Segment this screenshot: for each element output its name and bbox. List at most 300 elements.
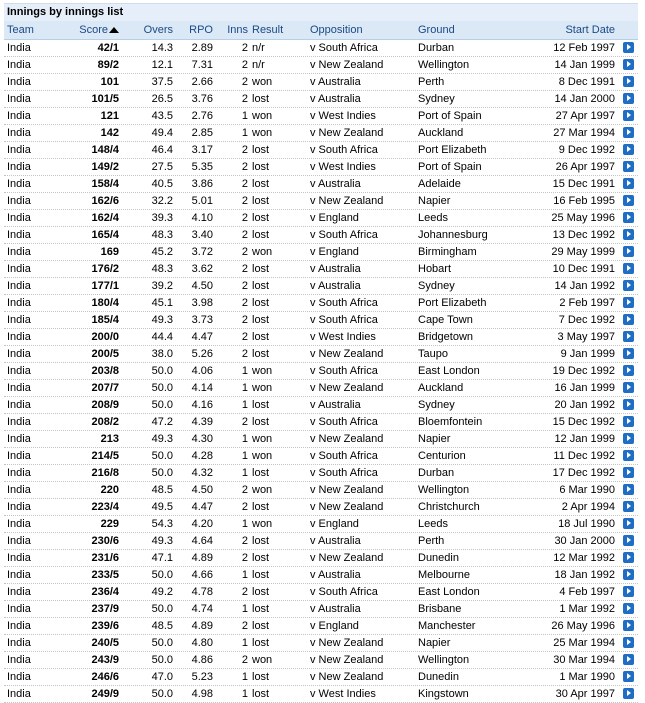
table-row <box>4 227 638 244</box>
row-team: India <box>7 161 31 173</box>
play-arrow-icon[interactable] <box>623 671 634 682</box>
row-team: India <box>7 671 31 683</box>
row-ground[interactable]: Wellington <box>418 654 470 666</box>
row-overs: 50.0 <box>151 467 173 479</box>
header-score-label[interactable]: Score <box>79 24 108 36</box>
row-score: 162/4 <box>91 212 119 224</box>
play-arrow-icon[interactable] <box>623 654 634 665</box>
row-rpo: 4.78 <box>191 586 213 598</box>
play-arrow-icon[interactable] <box>623 195 634 206</box>
row-rpo: 4.39 <box>191 416 213 428</box>
row-ground[interactable]: Auckland <box>418 382 464 394</box>
play-arrow-icon[interactable] <box>623 688 634 699</box>
row-overs: 39.3 <box>151 212 173 224</box>
row-action-cell <box>615 210 638 226</box>
table-row <box>4 210 638 227</box>
table-row <box>4 125 638 142</box>
row-opposition[interactable]: v New Zealand <box>310 484 384 496</box>
play-arrow-icon[interactable] <box>623 110 634 121</box>
row-overs: 47.2 <box>151 416 173 428</box>
row-overs: 27.5 <box>151 161 173 173</box>
row-action-cell <box>615 380 638 396</box>
row-score: 200/0 <box>91 331 119 343</box>
row-score: 231/6 <box>91 552 119 564</box>
row-result: lost <box>252 178 270 190</box>
table-row <box>4 601 638 618</box>
play-arrow-icon[interactable] <box>623 382 634 393</box>
play-arrow-icon[interactable] <box>623 246 634 257</box>
row-start-date: 27 Apr 1997 <box>555 110 615 122</box>
row-overs: 45.2 <box>151 246 173 258</box>
table-row <box>4 686 638 703</box>
row-score: 233/5 <box>91 569 119 581</box>
play-arrow-icon[interactable] <box>623 535 634 546</box>
row-opposition[interactable]: v Australia <box>310 280 361 292</box>
row-opposition[interactable]: v New Zealand <box>310 433 384 445</box>
play-arrow-icon[interactable] <box>623 212 634 223</box>
row-rpo: 4.64 <box>191 535 213 547</box>
row-action-cell <box>615 363 638 379</box>
row-opposition[interactable]: v New Zealand <box>310 195 384 207</box>
row-ground[interactable]: Perth <box>418 76 445 88</box>
row-opposition[interactable]: v England <box>310 620 359 632</box>
row-opposition[interactable]: v England <box>310 212 359 224</box>
play-arrow-icon[interactable] <box>623 331 634 342</box>
row-ground[interactable]: Hobart <box>418 263 452 275</box>
header-overs[interactable]: Overs <box>143 24 173 36</box>
play-arrow-icon[interactable] <box>623 178 634 189</box>
row-inns: 2 <box>241 314 248 326</box>
row-ground[interactable]: Bloemfontein <box>418 416 483 428</box>
row-opposition[interactable]: v New Zealand <box>310 552 384 564</box>
row-overs: 50.0 <box>151 637 173 649</box>
table-row <box>4 584 638 601</box>
play-arrow-icon[interactable] <box>623 501 634 512</box>
row-opposition[interactable]: v Australia <box>310 399 361 411</box>
play-arrow-icon[interactable] <box>623 552 634 563</box>
row-rpo: 4.80 <box>191 637 213 649</box>
play-arrow-icon[interactable] <box>623 161 634 172</box>
row-action-cell <box>615 431 638 447</box>
table-row <box>4 91 638 108</box>
row-score: 237/9 <box>91 603 119 615</box>
row-inns: 2 <box>241 42 248 54</box>
table-row <box>4 295 638 312</box>
row-start-date: 12 Jan 1999 <box>554 433 615 445</box>
row-action-cell <box>615 618 638 634</box>
row-opposition[interactable]: v New Zealand <box>310 501 384 513</box>
row-score: 121 <box>100 110 119 122</box>
play-arrow-icon[interactable] <box>623 467 634 478</box>
row-inns: 1 <box>241 399 248 411</box>
row-ground[interactable]: Manchester <box>418 620 476 632</box>
row-action-cell <box>615 567 638 583</box>
row-start-date: 16 Jan 1999 <box>554 382 615 394</box>
row-opposition[interactable]: v Australia <box>310 603 361 615</box>
table-row <box>4 312 638 329</box>
row-ground[interactable]: Port of Spain <box>418 110 482 122</box>
row-opposition[interactable]: v West Indies <box>310 110 376 122</box>
row-start-date: 1 Mar 1990 <box>559 671 615 683</box>
row-opposition[interactable]: v South Africa <box>310 314 378 326</box>
row-action-cell <box>615 193 638 209</box>
play-arrow-icon[interactable] <box>623 76 634 87</box>
row-rpo: 4.28 <box>191 450 213 462</box>
row-team: India <box>7 178 31 190</box>
row-start-date: 7 Dec 1992 <box>558 314 615 326</box>
row-ground[interactable]: Durban <box>418 467 455 479</box>
table-row <box>4 567 638 584</box>
row-opposition[interactable]: v Australia <box>310 76 361 88</box>
row-result: lost <box>252 229 270 241</box>
row-start-date: 11 Dec 1992 <box>553 450 615 462</box>
table-row <box>4 142 638 159</box>
row-opposition[interactable]: v South Africa <box>310 416 378 428</box>
row-rpo: 5.01 <box>191 195 213 207</box>
row-inns: 2 <box>241 586 248 598</box>
row-ground[interactable]: Port of Spain <box>418 161 482 173</box>
row-opposition[interactable]: v South Africa <box>310 297 378 309</box>
row-action-cell <box>615 448 638 464</box>
row-score: 214/5 <box>91 450 119 462</box>
header-rpo[interactable]: RPO <box>189 24 213 36</box>
play-arrow-icon[interactable] <box>623 518 634 529</box>
row-ground[interactable]: East London <box>418 365 480 377</box>
row-ground[interactable]: Johannesburg <box>418 229 488 241</box>
row-inns: 2 <box>241 93 248 105</box>
row-ground[interactable]: Dunedin <box>418 552 459 564</box>
row-rpo: 3.86 <box>191 178 213 190</box>
play-arrow-icon[interactable] <box>623 603 634 614</box>
play-arrow-icon[interactable] <box>623 93 634 104</box>
row-score: 180/4 <box>91 297 119 309</box>
row-rpo: 4.32 <box>191 467 213 479</box>
row-opposition[interactable]: v South Africa <box>310 42 378 54</box>
row-start-date: 14 Jan 1992 <box>554 280 615 292</box>
row-start-date: 4 Feb 1997 <box>559 586 615 598</box>
row-result: lost <box>252 586 270 598</box>
row-rpo: 2.66 <box>191 76 213 88</box>
row-team: India <box>7 212 31 224</box>
row-overs: 49.3 <box>151 433 173 445</box>
row-start-date: 25 May 1996 <box>551 212 615 224</box>
row-rpo: 3.72 <box>191 246 213 258</box>
sort-ascending-icon <box>109 27 119 33</box>
row-opposition[interactable]: v New Zealand <box>310 59 384 71</box>
row-rpo: 3.40 <box>191 229 213 241</box>
row-score: 176/2 <box>91 263 119 275</box>
play-arrow-icon[interactable] <box>623 263 634 274</box>
row-ground[interactable]: Perth <box>418 535 445 547</box>
row-ground[interactable]: Bridgetown <box>418 331 474 343</box>
row-opposition[interactable]: v South Africa <box>310 450 378 462</box>
row-result: lost <box>252 297 270 309</box>
row-ground[interactable]: Dunedin <box>418 671 459 683</box>
play-arrow-icon[interactable] <box>623 59 634 70</box>
row-opposition[interactable]: v West Indies <box>310 331 376 343</box>
row-ground[interactable]: Napier <box>418 637 451 649</box>
row-ground[interactable]: Wellington <box>418 484 470 496</box>
play-arrow-icon[interactable] <box>623 229 634 240</box>
innings-table <box>4 3 638 700</box>
row-inns: 2 <box>241 535 248 547</box>
row-team: India <box>7 93 31 105</box>
row-score: 89/2 <box>97 59 119 71</box>
row-ground[interactable]: Brisbane <box>418 603 462 615</box>
play-arrow-icon[interactable] <box>623 416 634 427</box>
row-team: India <box>7 195 31 207</box>
row-action-cell <box>615 125 638 141</box>
play-arrow-icon[interactable] <box>623 144 634 155</box>
row-action-cell <box>615 652 638 668</box>
row-start-date: 29 May 1999 <box>551 246 615 258</box>
row-start-date: 18 Jan 1992 <box>554 569 615 581</box>
table-row <box>4 652 638 669</box>
row-result: n/r <box>252 42 265 54</box>
row-ground[interactable]: Port Elizabeth <box>418 144 487 156</box>
row-start-date: 30 Apr 1997 <box>555 688 615 700</box>
row-action-cell <box>615 601 638 617</box>
row-result: won <box>252 518 273 530</box>
row-team: India <box>7 280 31 292</box>
row-rpo: 4.89 <box>191 552 213 564</box>
row-inns: 2 <box>241 59 248 71</box>
row-overs: 37.5 <box>151 76 173 88</box>
table-row <box>4 516 638 533</box>
row-action-cell <box>615 142 638 158</box>
row-overs: 49.4 <box>151 127 173 139</box>
row-start-date: 19 Dec 1992 <box>552 365 615 377</box>
row-start-date: 6 Mar 1990 <box>559 484 615 496</box>
row-result: lost <box>252 93 270 105</box>
row-rpo: 3.73 <box>191 314 213 326</box>
row-action-cell <box>615 635 638 651</box>
header-inns[interactable]: Inns <box>227 24 248 36</box>
row-ground[interactable]: Sydney <box>418 93 455 105</box>
row-opposition[interactable]: v West Indies <box>310 161 376 173</box>
table-row <box>4 669 638 686</box>
row-team: India <box>7 314 31 326</box>
row-opposition[interactable]: v South Africa <box>310 365 378 377</box>
row-ground[interactable]: Sydney <box>418 399 455 411</box>
row-score: 239/6 <box>91 620 119 632</box>
row-opposition[interactable]: v Australia <box>310 93 361 105</box>
row-opposition[interactable]: v South Africa <box>310 586 378 598</box>
row-ground[interactable]: Leeds <box>418 212 448 224</box>
row-ground[interactable]: Durban <box>418 42 455 54</box>
row-opposition[interactable]: v Australia <box>310 178 361 190</box>
row-opposition[interactable]: v South Africa <box>310 144 378 156</box>
row-inns: 2 <box>241 331 248 343</box>
play-arrow-icon[interactable] <box>623 365 634 376</box>
row-team: India <box>7 501 31 513</box>
row-team: India <box>7 382 31 394</box>
row-start-date: 30 Mar 1994 <box>553 654 615 666</box>
row-action-cell <box>615 159 638 175</box>
row-opposition[interactable]: v New Zealand <box>310 348 384 360</box>
row-opposition[interactable]: v Australia <box>310 263 361 275</box>
play-arrow-icon[interactable] <box>623 297 634 308</box>
play-arrow-icon[interactable] <box>623 484 634 495</box>
row-result: won <box>252 365 273 377</box>
row-ground[interactable]: Centurion <box>418 450 466 462</box>
row-inns: 1 <box>241 382 248 394</box>
row-score: 101 <box>100 76 119 88</box>
row-rpo: 4.20 <box>191 518 213 530</box>
row-score: 162/6 <box>91 195 119 207</box>
row-start-date: 27 Mar 1994 <box>553 127 615 139</box>
row-result: n/r <box>252 59 265 71</box>
row-overs: 54.3 <box>151 518 173 530</box>
row-result: lost <box>252 314 270 326</box>
table-row <box>4 278 638 295</box>
row-opposition[interactable]: v South Africa <box>310 467 378 479</box>
row-team: India <box>7 246 31 258</box>
row-ground[interactable]: Napier <box>418 433 451 445</box>
row-ground[interactable]: Cape Town <box>418 314 473 326</box>
row-result: lost <box>252 620 270 632</box>
header-score[interactable] <box>56 21 119 39</box>
row-inns: 2 <box>241 178 248 190</box>
row-team: India <box>7 484 31 496</box>
play-arrow-icon[interactable] <box>623 127 634 138</box>
row-rpo: 4.66 <box>191 569 213 581</box>
play-arrow-icon[interactable] <box>623 399 634 410</box>
row-inns: 1 <box>241 433 248 445</box>
row-result: lost <box>252 552 270 564</box>
row-opposition[interactable]: v New Zealand <box>310 127 384 139</box>
row-opposition[interactable]: v New Zealand <box>310 382 384 394</box>
play-arrow-icon[interactable] <box>623 637 634 648</box>
row-result: lost <box>252 569 270 581</box>
row-ground[interactable]: East London <box>418 586 480 598</box>
row-opposition[interactable]: v England <box>310 518 359 530</box>
row-result: lost <box>252 535 270 547</box>
table-row <box>4 618 638 635</box>
row-opposition[interactable]: v England <box>310 246 359 258</box>
row-overs: 45.1 <box>151 297 173 309</box>
row-ground[interactable]: Leeds <box>418 518 448 530</box>
row-ground[interactable]: Port Elizabeth <box>418 297 487 309</box>
row-result: won <box>252 110 273 122</box>
row-inns: 2 <box>241 552 248 564</box>
row-opposition[interactable]: v Australia <box>310 569 361 581</box>
table-row <box>4 40 638 57</box>
row-action-cell <box>615 176 638 192</box>
row-result: won <box>252 76 273 88</box>
row-opposition[interactable]: v New Zealand <box>310 671 384 683</box>
table-row <box>4 108 638 125</box>
play-arrow-icon[interactable] <box>623 450 634 461</box>
row-opposition[interactable]: v New Zealand <box>310 654 384 666</box>
play-arrow-icon[interactable] <box>623 569 634 580</box>
row-opposition[interactable]: v West Indies <box>310 688 376 700</box>
play-arrow-icon[interactable] <box>623 348 634 359</box>
row-rpo: 4.06 <box>191 365 213 377</box>
row-overs: 50.0 <box>151 399 173 411</box>
row-ground[interactable]: Birmingham <box>418 246 477 258</box>
table-row <box>4 550 638 567</box>
row-ground[interactable]: Melbourne <box>418 569 470 581</box>
row-ground[interactable]: Napier <box>418 195 451 207</box>
row-overs: 50.0 <box>151 450 173 462</box>
table-row <box>4 414 638 431</box>
row-opposition[interactable]: v South Africa <box>310 229 378 241</box>
play-arrow-icon[interactable] <box>623 42 634 53</box>
row-result: lost <box>252 501 270 513</box>
row-ground[interactable]: Adelaide <box>418 178 461 190</box>
row-start-date: 16 Feb 1995 <box>553 195 615 207</box>
header-opposition[interactable]: Opposition <box>310 24 363 36</box>
play-arrow-icon[interactable] <box>623 314 634 325</box>
row-overs: 48.3 <box>151 229 173 241</box>
row-result: lost <box>252 467 270 479</box>
row-team: India <box>7 569 31 581</box>
header-start-date[interactable]: Start Date <box>565 24 615 36</box>
row-opposition[interactable]: v New Zealand <box>310 637 384 649</box>
row-inns: 2 <box>241 501 248 513</box>
row-result: lost <box>252 161 270 173</box>
row-result: won <box>252 127 273 139</box>
play-arrow-icon[interactable] <box>623 280 634 291</box>
row-ground[interactable]: Taupo <box>418 348 448 360</box>
row-rpo: 4.50 <box>191 280 213 292</box>
table-header-row <box>4 21 638 40</box>
row-action-cell <box>615 499 638 515</box>
play-arrow-icon[interactable] <box>623 620 634 631</box>
play-arrow-icon[interactable] <box>623 433 634 444</box>
row-inns: 2 <box>241 229 248 241</box>
row-overs: 47.0 <box>151 671 173 683</box>
row-ground[interactable]: Wellington <box>418 59 470 71</box>
row-inns: 2 <box>241 212 248 224</box>
row-ground[interactable]: Sydney <box>418 280 455 292</box>
row-team: India <box>7 416 31 428</box>
row-action-cell <box>615 346 638 362</box>
row-inns: 1 <box>241 365 248 377</box>
row-score: 249/9 <box>91 688 119 700</box>
row-result: lost <box>252 603 270 615</box>
header-ground[interactable]: Ground <box>418 24 455 36</box>
row-team: India <box>7 263 31 275</box>
play-arrow-icon[interactable] <box>623 586 634 597</box>
row-overs: 26.5 <box>151 93 173 105</box>
row-ground[interactable]: Christchurch <box>418 501 480 513</box>
header-result[interactable]: Result <box>252 24 284 36</box>
row-team: India <box>7 110 31 122</box>
row-action-cell <box>615 278 638 294</box>
row-start-date: 12 Feb 1997 <box>553 42 615 54</box>
row-rpo: 4.98 <box>191 688 213 700</box>
row-overs: 48.3 <box>151 263 173 275</box>
row-opposition[interactable]: v Australia <box>310 535 361 547</box>
row-result: lost <box>252 195 270 207</box>
row-ground[interactable]: Auckland <box>418 127 464 139</box>
row-start-date: 15 Dec 1991 <box>552 178 615 190</box>
row-team: India <box>7 654 31 666</box>
row-ground[interactable]: Kingstown <box>418 688 469 700</box>
row-overs: 50.0 <box>151 365 173 377</box>
row-result: lost <box>252 348 270 360</box>
header-team[interactable]: Team <box>7 24 34 36</box>
row-result: lost <box>252 671 270 683</box>
row-inns: 1 <box>241 110 248 122</box>
row-team: India <box>7 229 31 241</box>
row-rpo: 5.23 <box>191 671 213 683</box>
row-score: 42/1 <box>97 42 119 54</box>
table-row <box>4 261 638 278</box>
row-overs: 47.1 <box>151 552 173 564</box>
